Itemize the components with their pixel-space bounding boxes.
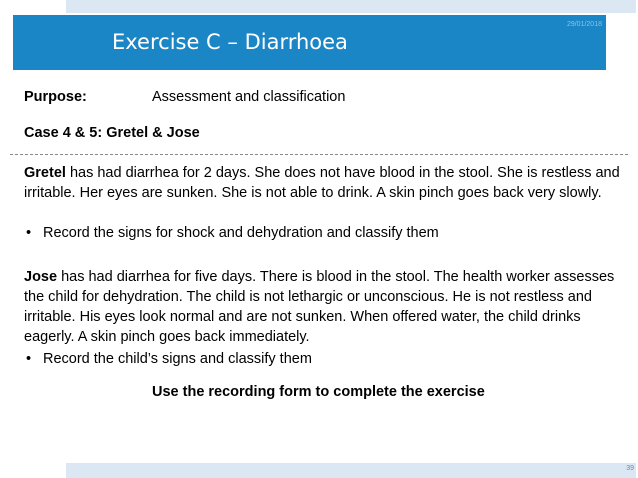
slide-date: 29/01/2018 — [566, 21, 602, 28]
instruction-text: Use the recording form to complete the exercise — [152, 384, 485, 400]
bullet-icon: • — [26, 351, 32, 367]
bottom-decor-strip — [66, 463, 636, 478]
jose-bullet-text: Record the child’s signs and classify them — [43, 351, 312, 367]
jose-bullet — [26, 349, 312, 369]
jose-paragraph — [24, 267, 624, 347]
slide-title: Exercise C – Diarrhoea — [112, 30, 348, 54]
gretel-name: Gretel — [24, 165, 66, 181]
purpose-value: Assessment and classification — [152, 89, 346, 105]
top-decor-strip — [66, 0, 636, 13]
dashed-divider — [10, 154, 628, 155]
gretel-paragraph — [24, 163, 624, 203]
gretel-bullet — [26, 223, 439, 243]
purpose-label: Purpose: — [24, 89, 87, 105]
case-title: Case 4 & 5: Gretel & Jose — [24, 125, 200, 141]
page-number: 39 — [626, 465, 634, 472]
jose-name: Jose — [24, 269, 58, 285]
jose-text: has had diarrhea for five days. There is blood in the stool. The health worker assesses the child for dehydration. The child is not lethargic or unconscious. He is not restless and irritable. His eyes look normal and are not sunken. When offered water, the child drinks eagerly. A skin pinch goes back immediately. — [24, 269, 615, 345]
gretel-bullet-text: Record the signs for shock and dehydration and classify them — [43, 225, 439, 241]
gretel-text: has had diarrhea for 2 days. She does not have blood in the stool. She is restless and irritable. Her eyes are sunken. She is not able to drink. A skin pinch goes back very slowly. — [24, 165, 620, 201]
bullet-icon: • — [26, 225, 32, 241]
